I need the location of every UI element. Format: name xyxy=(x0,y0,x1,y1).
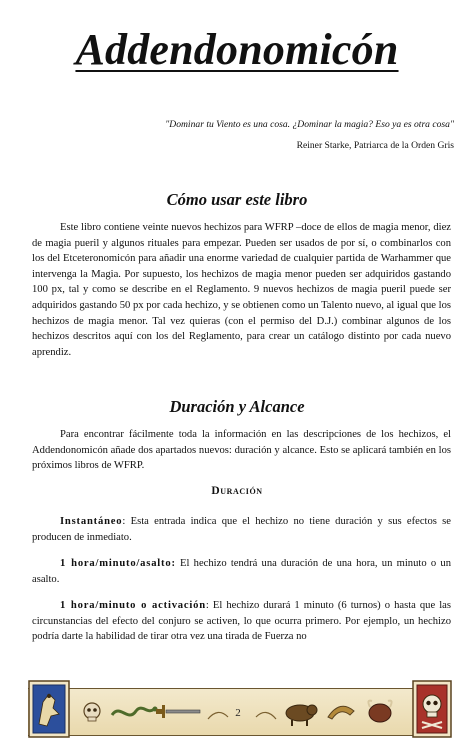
entry-description: El hechizo durará 1 minuto (6 turnos) o hasta que las circunstancias del efecto del conjuro se activen, lo que ocurra primero. Por ejemplo, un hechizo podría darte la habilidad de tirar otra vez una tirada de Fuerza no xyxy=(32,600,451,643)
section-heading-how-to-use: Cómo usar este libro xyxy=(166,190,308,209)
duration-range-paragraph: Para encontrar fácilmente toda la información en las descripciones de los hechizos, el Addendonomicón añade dos apartados nuevos: duración y alcance. Esto se aplicará también en los próximos libros de WFRP. xyxy=(32,429,451,472)
section-heading-duration-range: Duración y Alcance xyxy=(169,397,305,416)
document-title: Addendonomicón xyxy=(75,25,399,74)
griffin-banner-icon xyxy=(28,680,70,738)
entry-instant: Instantáneo: Esta entrada indica que el hechizo no tiene duración y sus efectos se producen de inmediato. xyxy=(32,516,451,543)
page-number: 2 xyxy=(235,707,241,719)
entry-term: Instantáneo xyxy=(60,516,123,527)
entry-term: 1 hora/minuto/asalto: xyxy=(60,558,176,569)
how-to-use-paragraph: Este libro contiene veinte nuevos hechizos para WFRP –doce de ellos de magia menor, diez de magia pueril y algunos rituales para empezar. Pueden ser usados de por sí, o combinarlos con los del Etceteronomicón para añadir una enorme variedad de cualquier partida de Warhammer que intervenga la Magia. Por supuesto, los hechizos de magia menor pueden ser adquiridos gastando 100 px, tal y como se describe en el Reglamento. 9 nuevos hechizos de magia pueril puede ser adquiridos gastando 50 px por cada hechizo, y se obtienen como un Talento nuevo, al igual que los hechizos de magia menor. Tal vez quieras (con el permiso del D.J.) combinar algunos de los hechizos descritos aquí con los del Reglamento, para crear un catálogo distinto por cada nuevo aprendiz. xyxy=(32,222,451,358)
entry-term: 1 hora/minuto o activación xyxy=(60,600,206,611)
epigraph-quote: "Dominar tu Viento es una cosa. ¿Dominar la magia? Eso ya es otra cosa" xyxy=(165,119,454,130)
footer-decorative-border xyxy=(28,688,448,736)
entry-hour-minute-round xyxy=(32,556,451,587)
entry-description: Esta entrada indica que el hechizo no tiene duración y sus efectos se producen de inmediato. xyxy=(32,516,451,543)
skull-banner-icon xyxy=(412,680,452,738)
subheading-duration: Duración xyxy=(211,485,263,497)
entry-hour-minute-activation: 1 hora/minuto o activación: El hechizo durará 1 minuto (6 turnos) o hasta que las circunstancias del efecto del conjuro se activen, lo que ocurra primero. Por ejemplo, un hechizo podría darte la habilidad de tirar otra vez una tirada de Fuerza no xyxy=(32,600,451,643)
entry-description: El hechizo tendrá una duración de una hora, un minuto o un asalto. xyxy=(32,558,451,585)
epigraph-author: Reiner Starke, Patriarca de la Orden Gris xyxy=(296,140,454,151)
